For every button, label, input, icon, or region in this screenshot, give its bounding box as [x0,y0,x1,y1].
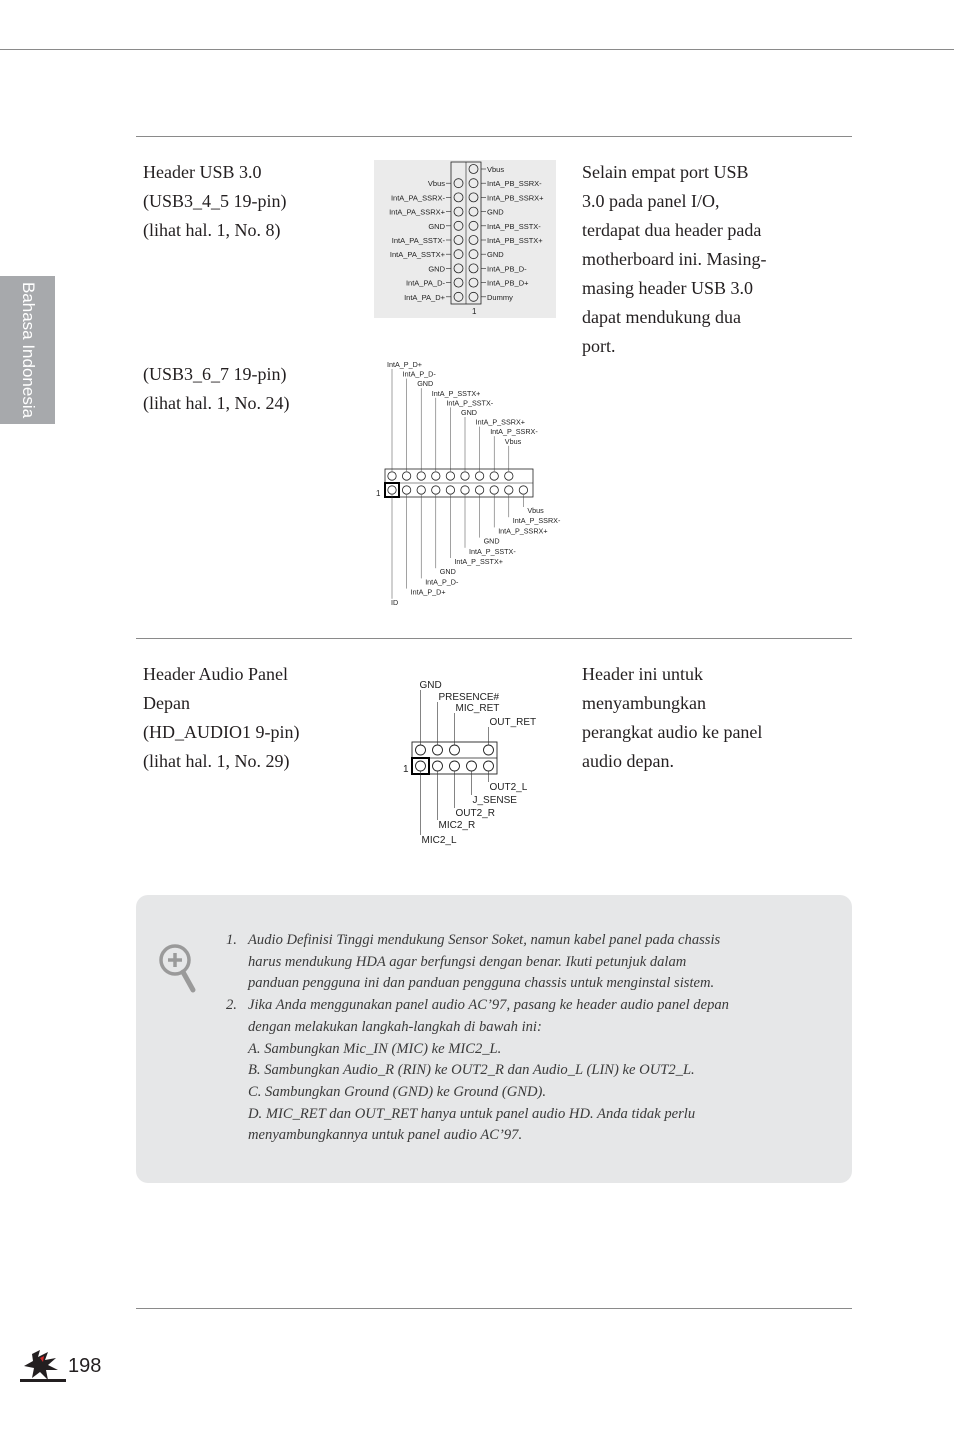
usb3-horizontal-pin-diagram [374,360,564,610]
pin-label: IntA_P_SSRX+ [498,526,548,536]
pin-label: GND [417,379,434,389]
pin [490,486,498,494]
pin [432,486,440,494]
section-rule-2 [136,638,852,639]
pin-label: Vbus [487,165,505,174]
pin-label: IntA_PB_SSRX- [487,179,542,189]
pin [484,745,494,755]
side-tab-label: Bahasa Indonesia [18,281,38,419]
pin-label: OUT2_R [455,808,495,819]
section-rule-1 [136,136,852,137]
pin-label: IntA_P_SSRX- [490,427,538,437]
pin [388,472,396,480]
pin-label: ID [391,597,399,607]
pin-label: IntA_P_SSTX- [469,546,516,556]
pin [433,761,443,771]
pin-label: GND [439,567,456,577]
pin [475,486,483,494]
pin-label: IntA_PA_SSRX+ [389,207,445,217]
pin-label: IntA_PA_SSTX- [391,236,445,245]
language-side-tab [0,276,55,424]
pin-label: IntA_P_SSTX+ [431,388,481,398]
audio-description: Header ini untuk menyambungkan perangkat audio ke panel audio depan. [582,664,763,771]
pin [446,486,454,494]
pin [467,761,477,771]
pin-label: IntA_PA_D+ [404,292,445,302]
pin [388,486,396,494]
pin-label: GND [461,408,477,417]
pin-label: IntA_P_SSRX- [512,516,561,526]
note-item-2: 2. Jika Anda menggunakan panel audio AC’97, pasang ke header audio panel depan dengan melakukan langkah-langkah di bawah ini: A. Sambungkan Mic_IN (MIC) ke MIC2_L. B. Sambungkan Audio_R (RIN) ke OUT2_R dan Audio_L (LIN) ke OUT2_L. C. Sambungkan Ground (GND) ke Ground (GND). D. MIC_RET dan OUT_RET hanya untuk panel audio HD. Anda tidak perlu menyambungkannya untuk panel audio AC’97. [226,997,729,1144]
usb3-horizontal-svg [374,360,564,610]
pin-label: IntA_PA_SSRX- [390,193,445,203]
hd-audio-svg [400,676,550,848]
audio-header-label: Header Audio Panel Depan (HD_AUDIO1 9-pin) (lihat hal. 1, No. 29) [143,664,300,771]
usb-header-2-label: (USB3_6_7 19-pin) (lihat hal. 1, No. 24) [143,364,290,413]
pin [402,472,410,480]
pin-label: GND [487,207,504,217]
pin [432,472,440,480]
note-list [226,930,796,1147]
pin [450,761,460,771]
pin-label: MIC2_L [421,835,457,846]
pin-label: IntA_PA_D- [405,278,445,288]
hd-audio-pin-diagram [400,676,550,848]
pin-label: IntA_P_D+ [387,360,422,369]
pin-label: GND [487,250,504,260]
page-number: 198 [68,1355,102,1377]
pin [490,472,498,480]
pin [416,761,426,771]
pin-label: Vbus [427,179,445,189]
pin [519,486,527,494]
pin-label: PRESENCE# [438,692,500,703]
pin-label: IntA_PB_SSTX- [487,221,541,231]
pin-label: IntA_P_SSTX- [446,398,494,408]
pin [484,761,494,771]
pin [450,745,460,755]
pin-label: IntA_PB_SSRX+ [487,193,544,203]
usb3-vertical-svg [374,160,556,318]
pin-label: IntA_P_D- [402,369,436,379]
pin-label: IntA_P_SSTX+ [454,557,503,566]
pin-label: GND [428,221,445,231]
pin [433,745,443,755]
pin-label: Vbus [504,436,522,446]
pin [446,472,454,480]
usb-header-label: Header USB 3.0 (USB3_4_5 19-pin) (lihat hal. 1, No. 8) [143,162,287,240]
pin1-label: 1 [472,307,477,316]
pin-label: MIC2_R [438,820,476,831]
pin-label: GND [428,264,445,274]
pin-label: GND [419,680,442,691]
usb3-vertical-pin-diagram [374,160,556,318]
usb-description: Selain empat port USB 3.0 pada panel I/O, terdapat dua header pada motherboard ini. Masing- masing header USB 3.0 dapat mendukung dua port. [582,162,767,356]
pin-label: Vbus [527,506,544,515]
pin [475,472,483,480]
pin-label: MIC_RET [455,703,500,714]
pin-label: OUT_RET [489,717,537,728]
pin-label: IntA_PB_D- [487,264,527,274]
pin [402,486,410,494]
pin-label: IntA_PB_SSTX+ [487,236,543,245]
pin-label: GND [483,536,500,546]
pin [461,486,469,494]
pin [505,472,513,480]
pin [417,486,425,494]
pin [417,472,425,480]
pin1-label: 1 [376,489,381,498]
bottom-rule [136,1308,852,1309]
pin-label: IntA_P_D+ [410,587,446,597]
pin [416,745,426,755]
pin-label: IntA_P_SSRX+ [475,417,525,427]
magnifier-plus-icon [158,942,198,994]
pin-label: Dummy [487,292,513,302]
pin1-label: 1 [403,764,409,775]
pin-label: J_SENSE [472,795,517,806]
pin-label: IntA_PB_D+ [487,278,529,288]
pin [461,472,469,480]
pin-label: IntA_P_D- [425,577,459,587]
pin-label: OUT2_L [489,782,528,793]
pin-label: IntA_PA_SSTX+ [389,250,445,260]
top-rule [0,49,954,50]
pin [505,486,513,494]
note-item-1: 1. Audio Definisi Tinggi mendukung Sensor Soket, namun kabel panel pada chassis harus mendukung HDA agar berfungsi dengan benar. Ikuti petunjuk dalam panduan pengguna ini dan panduan pengguna chassis untuk menginstal sistem. [226,932,721,992]
asrock-phantom-logo [18,1348,68,1386]
